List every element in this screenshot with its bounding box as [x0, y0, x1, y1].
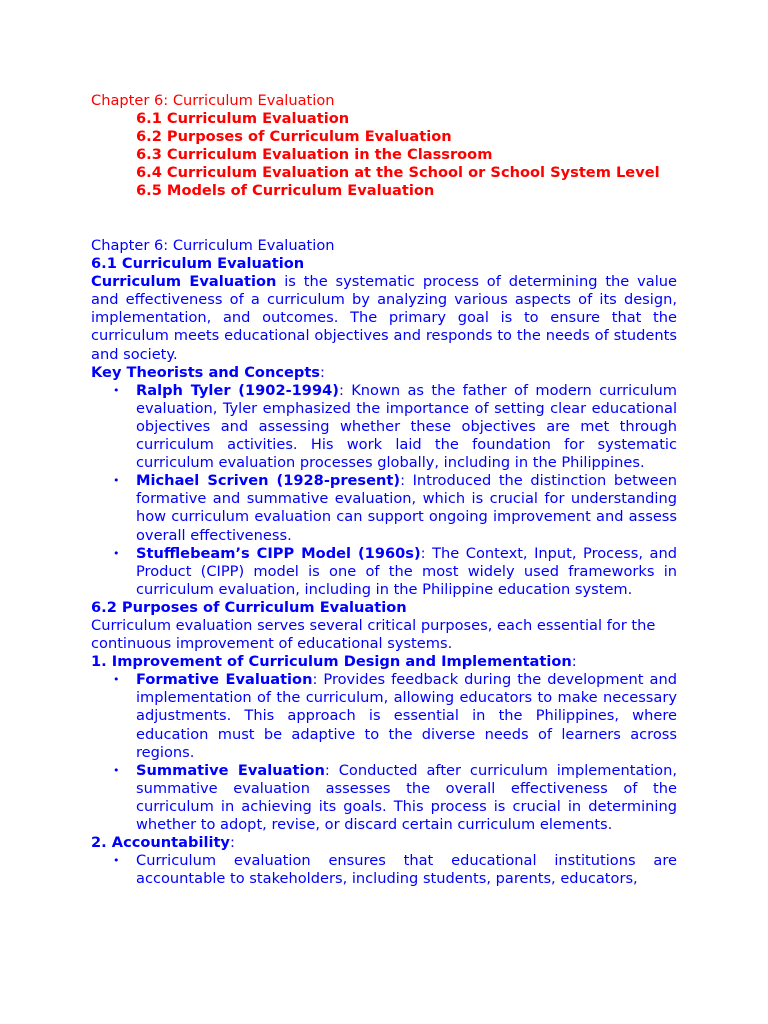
- chapter-title: Chapter 6: Curriculum Evaluation: [91, 237, 335, 254]
- toc-item: 6.4 Curriculum Evaluation at the School or School System Level: [136, 164, 660, 182]
- defined-term: Curriculum Evaluation: [91, 273, 277, 291]
- subheading-text: 2. Accountability: [91, 834, 230, 852]
- bullet-icon: •: [113, 546, 120, 560]
- subheading-text: Key Theorists and Concepts: [91, 363, 320, 381]
- list-item-text: : Provides feedback during the development and implementation of the curriculum, allowing educators to make necessary adjustments. This approach is essential in the Philippines, where education must be adaptive to the diverse needs of learners across regions.: [136, 671, 677, 761]
- subheading: [91, 834, 677, 852]
- purpose-1-list: [91, 671, 677, 834]
- list-item-term: Michael Scriven (1928-present): [136, 472, 401, 490]
- subheading-colon: :: [571, 653, 577, 671]
- list-item-text: : Conducted after curriculum implementation, summative evaluation assesses the overall effectiveness of the curriculum in achieving its goals. This process is crucial in determining whether to adopt, revise, or discard certain curriculum elements.: [136, 761, 677, 833]
- definition-text: is the systematic process of determining the value and effectiveness of a curriculum by analyzing various aspects of its design, implementation, and outcomes. The primary goal is to ensure that the curriculum meets educational objectives and responds to the needs of students and society.: [91, 273, 677, 363]
- toc-item: 6.2 Purposes of Curriculum Evaluation: [136, 128, 452, 146]
- list-item-text: Curriculum evaluation ensures that educational institutions are accountable to stakeholders, including students, parents, educators,: [136, 852, 677, 888]
- list-item-term: Ralph Tyler (1902-1994): [136, 381, 339, 399]
- theorists-list: [91, 382, 677, 599]
- list-item: [91, 472, 677, 544]
- subheading-text: 1. Improvement of Curriculum Design and Implementation: [91, 653, 572, 671]
- bullet-icon: •: [113, 673, 120, 687]
- toc-item: 6.1 Curriculum Evaluation: [136, 110, 350, 128]
- list-item: [91, 671, 677, 761]
- subheading: [91, 653, 677, 671]
- list-item-text: : Introduced the distinction between formative and summative evaluation, which is crucial for understanding how curriculum evaluation can support ongoing improvement and assess overall effectiveness.: [136, 472, 677, 544]
- section-heading: [91, 599, 677, 617]
- bullet-icon: •: [113, 763, 120, 777]
- subheading-colon: :: [320, 363, 325, 381]
- bullet-icon: •: [113, 474, 120, 488]
- list-item-text: : The Context, Input, Process, and Product (CIPP) model is one of the most widely used frameworks in curriculum evaluation, including in the Philippine education system.: [136, 544, 677, 598]
- section-heading: [91, 255, 677, 273]
- table-of-contents: [91, 92, 691, 201]
- toc-chapter-title: Chapter 6: Curriculum Evaluation: [91, 92, 335, 109]
- list-item: [91, 545, 677, 599]
- toc-item: 6.3 Curriculum Evaluation in the Classroom: [136, 146, 493, 164]
- list-item-term: Stufflebeam’s CIPP Model (1960s): [136, 544, 421, 562]
- toc-item: 6.5 Models of Curriculum Evaluation: [136, 182, 435, 200]
- section-heading-text: 6.1 Curriculum Evaluation: [91, 255, 305, 273]
- list-item-term: Formative Evaluation: [136, 671, 313, 689]
- definition-paragraph: [91, 273, 677, 363]
- subheading-colon: :: [229, 834, 235, 852]
- list-item: [91, 762, 677, 834]
- bullet-icon: •: [113, 854, 120, 868]
- list-item: [91, 382, 677, 472]
- bullet-icon: •: [113, 383, 120, 397]
- section-heading-text: 6.2 Purposes of Curriculum Evaluation: [91, 598, 407, 616]
- purpose-2-list: [91, 852, 677, 888]
- subheading: [91, 364, 677, 382]
- chapter-body: [91, 237, 677, 888]
- list-item: [91, 852, 677, 888]
- intro-paragraph: Curriculum evaluation serves several critical purposes, each essential for the continuous improvement of educational systems.: [91, 616, 656, 653]
- list-item-term: Summative Evaluation: [136, 761, 325, 779]
- list-item-text: : Known as the father of modern curriculum evaluation, Tyler emphasized the importance of setting clear educational objectives and assessing whether these objectives are met through curriculum activities. His work laid the foundation for systematic curriculum evaluation processes globally, including in the Philippines.: [136, 381, 677, 472]
